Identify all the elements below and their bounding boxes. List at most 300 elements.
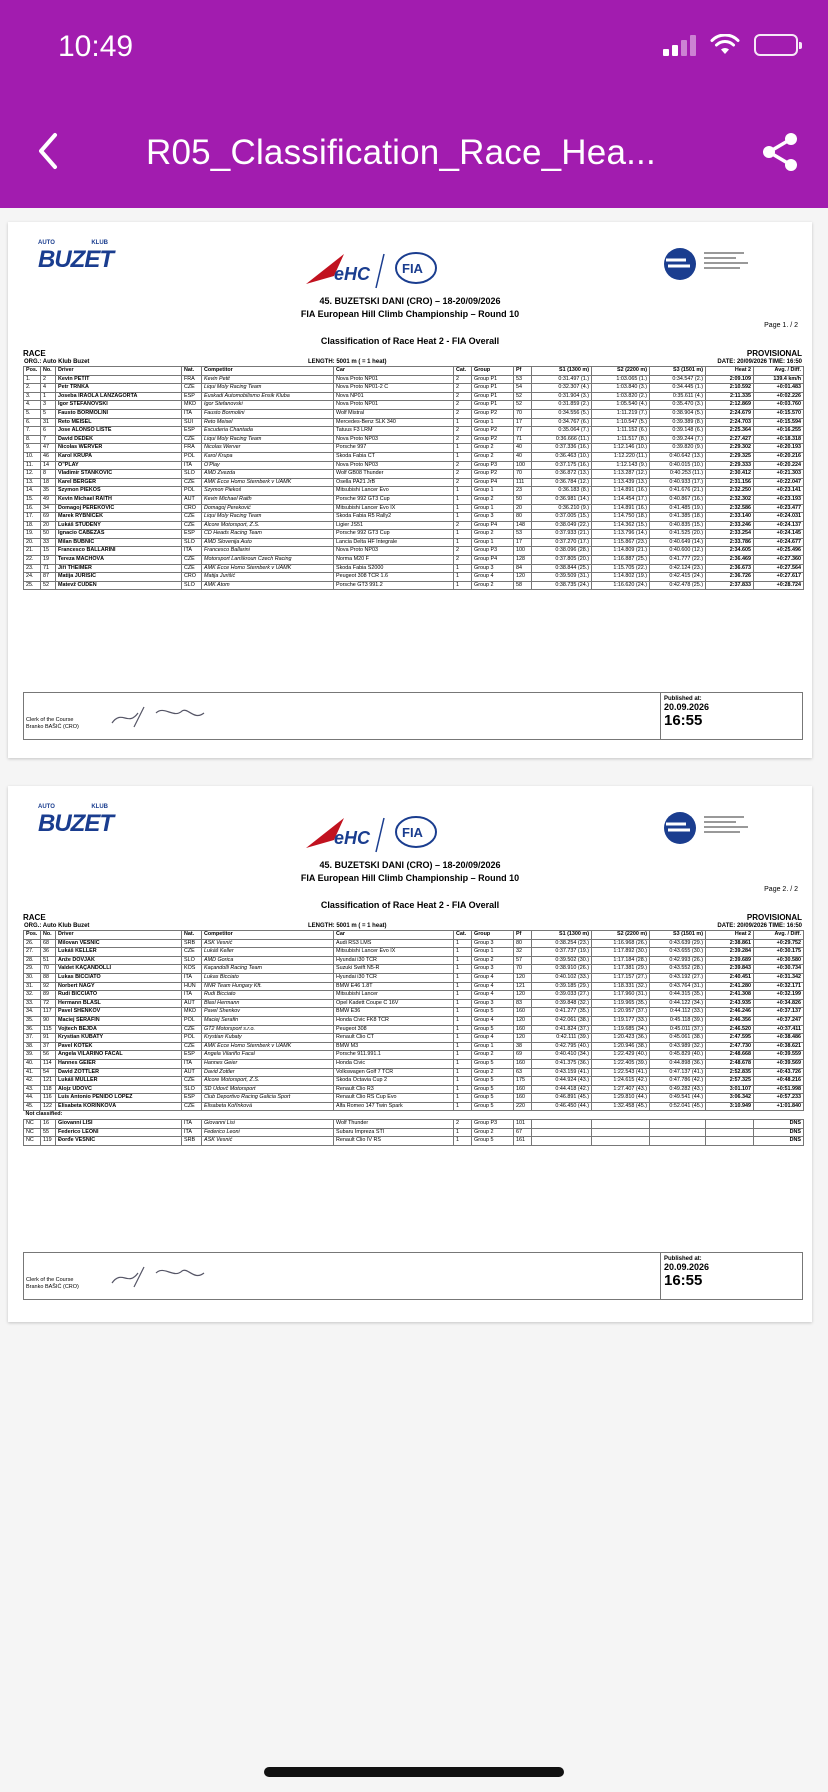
- column-header: Pos.: [24, 931, 41, 940]
- table-cell: 1:05.540 (4.): [592, 401, 650, 410]
- table-cell: 0:38.254 (23.): [532, 939, 592, 948]
- table-cell: 22.: [24, 556, 41, 565]
- column-header: Avg. / Diff.: [754, 931, 804, 940]
- table-cell: 38.: [24, 1042, 41, 1051]
- table-cell: 2:33.786: [706, 538, 754, 547]
- pdf-page-2: [8, 786, 812, 1322]
- table-cell: 0:35.611 (4.): [650, 392, 706, 401]
- table-cell: 1: [454, 1016, 472, 1025]
- table-cell: Mercedes-Benz SLK 340: [334, 418, 454, 427]
- table-cell: 2: [454, 478, 472, 487]
- table-cell: [706, 1120, 754, 1129]
- table-cell: Kevin Petit: [202, 375, 334, 384]
- table-cell: Domagoj PEREKOVIĆ: [56, 504, 182, 513]
- pdf-viewer[interactable]: [0, 208, 828, 1792]
- table-row: [24, 409, 804, 418]
- table-cell: +1:01.840: [754, 1102, 804, 1111]
- table-cell: 1: [454, 1025, 472, 1034]
- table-cell: BMW E46 1.8T: [334, 982, 454, 991]
- svg-text:eHC: eHC: [334, 264, 371, 284]
- table-cell: Group 3: [472, 513, 514, 522]
- table-cell: 1: [454, 1008, 472, 1017]
- table-cell: 0:40.410 (34.): [532, 1051, 592, 1060]
- svg-text:FIA: FIA: [402, 261, 423, 276]
- table-row: [24, 1137, 804, 1146]
- table-cell: Pavel Shenkov: [202, 1008, 334, 1017]
- table-cell: 54: [41, 1068, 56, 1077]
- table-cell: 69: [41, 513, 56, 522]
- table-cell: 40.: [24, 1059, 41, 1068]
- page-number: Page 2. / 2: [764, 886, 798, 893]
- table-cell: Francesco Ballarini: [202, 547, 334, 556]
- table-cell: 2:33.246: [706, 521, 754, 530]
- table-cell: 15.: [24, 495, 41, 504]
- table-cell: 2:25.364: [706, 427, 754, 436]
- table-cell: 2:36.469: [706, 556, 754, 565]
- provisional-label: PROVISIONAL: [746, 913, 802, 922]
- table-cell: 0:39.148 (6.): [650, 427, 706, 436]
- table-cell: ITA: [182, 1059, 202, 1068]
- table-cell: 0:40.835 (15.): [650, 521, 706, 530]
- table-cell: Group 2: [472, 1051, 514, 1060]
- table-cell: 32: [514, 948, 532, 957]
- table-row: [24, 556, 804, 565]
- championship-title: FIA European Hill Climb Championship – Round 10: [300, 309, 520, 319]
- not-classified-header: [24, 1111, 804, 1120]
- table-cell: 47: [41, 444, 56, 453]
- table-cell: Lukas Bicciato: [202, 973, 334, 982]
- table-cell: 1:22.543 (41.): [592, 1068, 650, 1077]
- table-cell: 2:34.605: [706, 547, 754, 556]
- table-cell: +0:24.031: [754, 513, 804, 522]
- table-cell: +0:27.617: [754, 573, 804, 582]
- clerk-label: Clerk of the Course: [26, 1277, 74, 1283]
- table-cell: +0:38.621: [754, 1042, 804, 1051]
- back-button[interactable]: [28, 126, 68, 176]
- table-cell: 0:43.192 (27.): [650, 973, 706, 982]
- table-cell: 4.: [24, 401, 41, 410]
- table-cell: SRB: [182, 939, 202, 948]
- table-cell: 0:45.118 (39.): [650, 1016, 706, 1025]
- table-cell: 0:36.666 (11.): [532, 435, 592, 444]
- table-cell: 0:45.011 (37.): [650, 1025, 706, 1034]
- table-cell: 7.: [24, 427, 41, 436]
- table-cell: Nova Proto NP03: [334, 547, 454, 556]
- table-cell: Mitsubishi Lancer Evo IX: [334, 948, 454, 957]
- table-cell: 1:15.867 (23.): [592, 538, 650, 547]
- table-cell: ESP: [182, 1094, 202, 1103]
- ehc-fia-logo: [304, 246, 454, 292]
- table-cell: Renault Clio CT: [334, 1034, 454, 1043]
- table-cell: 52: [514, 401, 532, 410]
- column-header: Pf: [514, 367, 532, 376]
- table-cell: 1:15.705 (22.): [592, 564, 650, 573]
- table-cell: 2:48.678: [706, 1059, 754, 1068]
- table-cell: Alcore Motorsport, Z.S.: [202, 1077, 334, 1086]
- table-cell: 0:43.639 (29.): [650, 939, 706, 948]
- table-row: [24, 461, 804, 470]
- table-cell: David DĚDEK: [56, 435, 182, 444]
- table-cell: Luis Antonio PENIDO LOPEZ: [56, 1094, 182, 1103]
- table-cell: Group 2: [472, 452, 514, 461]
- table-cell: 1:03.065 (1.): [592, 375, 650, 384]
- table-cell: 0:41.385 (18.): [650, 513, 706, 522]
- table-row: [24, 1120, 804, 1129]
- table-cell: 0:38.844 (25.): [532, 564, 592, 573]
- table-cell: Group 3: [472, 999, 514, 1008]
- table-cell: Group 4: [472, 973, 514, 982]
- table-cell: 0:42.061 (38.): [532, 1016, 592, 1025]
- table-cell: 0:38.910 (26.): [532, 965, 592, 974]
- table-cell: +0:15.570: [754, 409, 804, 418]
- table-cell: 0:44.898 (36.): [650, 1059, 706, 1068]
- table-cell: 0:36.784 (12.): [532, 478, 592, 487]
- table-cell: Liqui Moly Racing Team: [202, 384, 334, 393]
- table-cell: 3:10.949: [706, 1102, 754, 1111]
- table-cell: Wolf GB08 Thunder: [334, 470, 454, 479]
- table-row: [24, 418, 804, 427]
- column-header: S3 (1501 m): [650, 931, 706, 940]
- table-cell: 0:34.445 (1.): [650, 384, 706, 393]
- table-cell: 1: [454, 564, 472, 573]
- table-cell: 1: [454, 1077, 472, 1086]
- table-cell: 0:32.307 (4.): [532, 384, 592, 393]
- table-cell: CZE: [182, 564, 202, 573]
- table-cell: 2:57.325: [706, 1077, 754, 1086]
- table-row: [24, 547, 804, 556]
- table-cell: Fausto BORMOLINI: [56, 409, 182, 418]
- table-cell: 20: [514, 504, 532, 513]
- table-cell: 0:37.737 (19.): [532, 948, 592, 957]
- table-cell: 52: [41, 581, 56, 590]
- table-cell: +0:34.826: [754, 999, 804, 1008]
- table-cell: 0:37.336 (16.): [532, 444, 592, 453]
- table-cell: Hannes GEIER: [56, 1059, 182, 1068]
- table-cell: 1:17.960 (31.): [592, 991, 650, 1000]
- table-cell: 1: [454, 1034, 472, 1043]
- table-cell: 2:24.679: [706, 409, 754, 418]
- table-cell: Jose ALONSO LISTE: [56, 427, 182, 436]
- table-cell: AUT: [182, 495, 202, 504]
- table-cell: [650, 1128, 706, 1137]
- table-cell: Maciej SERAFIN: [56, 1016, 182, 1025]
- column-header: Group: [472, 367, 514, 376]
- app-header: [0, 0, 828, 208]
- table-cell: 31.: [24, 982, 41, 991]
- table-cell: ASK Vesnić: [202, 1137, 334, 1146]
- date-time: DATE: 20/09/2026 TIME: 16:50: [717, 923, 802, 929]
- table-cell: 0:31.497 (1.): [532, 375, 592, 384]
- table-cell: 2:29.302: [706, 444, 754, 453]
- table-cell: +0:27.360: [754, 556, 804, 565]
- table-cell: 1: [41, 392, 56, 401]
- table-cell: Group 2: [472, 495, 514, 504]
- table-cell: 37.: [24, 1034, 41, 1043]
- table-cell: 6.: [24, 418, 41, 427]
- table-cell: Group 4: [472, 991, 514, 1000]
- table-row: [24, 1042, 804, 1051]
- clerk-name: Branko BAŠIĆ (CRO): [26, 724, 79, 730]
- table-cell: [650, 1137, 706, 1146]
- table-cell: SLO: [182, 1085, 202, 1094]
- table-cell: 2:36.726: [706, 573, 754, 582]
- table-cell: 101: [514, 1120, 532, 1129]
- table-cell: 2:40.451: [706, 973, 754, 982]
- table-cell: Škoda Fabia S2000: [334, 564, 454, 573]
- table-cell: 67: [514, 1128, 532, 1137]
- table-cell: 1:14.750 (18.): [592, 513, 650, 522]
- table-row: [24, 504, 804, 513]
- table-cell: Group 4: [472, 573, 514, 582]
- table-row: [24, 470, 804, 479]
- table-cell: 0:41.676 (21.): [650, 487, 706, 496]
- table-cell: 27.: [24, 948, 41, 957]
- table-cell: Tereza MACHOVÁ: [56, 556, 182, 565]
- table-cell: 0:40.933 (17.): [650, 478, 706, 487]
- table-cell: Fausto Bormolini: [202, 409, 334, 418]
- table-cell: +0:37.411: [754, 1025, 804, 1034]
- table-cell: KOS: [182, 965, 202, 974]
- table-cell: 0:37.175 (16.): [532, 461, 592, 470]
- table-cell: Rudi Bicciato: [202, 991, 334, 1000]
- table-cell: Anže DOVJAK: [56, 956, 182, 965]
- table-cell: 2: [454, 427, 472, 436]
- table-cell: 0:49.541 (44.): [650, 1094, 706, 1103]
- column-header: Heat 2: [706, 367, 754, 376]
- table-cell: 5.: [24, 409, 41, 418]
- table-cell: Maciej Serafin: [202, 1016, 334, 1025]
- table-cell: 1: [454, 1094, 472, 1103]
- table-cell: Norma M20 F: [334, 556, 454, 565]
- column-header: Cat.: [454, 931, 472, 940]
- table-cell: ESP: [182, 530, 202, 539]
- table-cell: GT2 Motorsport s.r.o.: [202, 1025, 334, 1034]
- table-cell: Jiří THEIMER: [56, 564, 182, 573]
- table-cell: Group 3: [472, 939, 514, 948]
- table-cell: 72: [41, 999, 56, 1008]
- table-cell: Porsche 992 GT3 Cup: [334, 495, 454, 504]
- table-cell: 0:37.933 (21.): [532, 530, 592, 539]
- table-cell: 0:35.064 (7.): [532, 427, 592, 436]
- table-cell: 1:11.152 (6.): [592, 427, 650, 436]
- table-row: [24, 999, 804, 1008]
- table-cell: 0:36.463 (10.): [532, 452, 592, 461]
- table-cell: Francesco BALLARINI: [56, 547, 182, 556]
- table-cell: 2:37.833: [706, 581, 754, 590]
- table-cell: AMD Gorica: [202, 956, 334, 965]
- table-cell: 100: [514, 461, 532, 470]
- table-cell: 52: [514, 392, 532, 401]
- table-cell: Alfa Romeo 147 Twin Spark: [334, 1102, 454, 1111]
- table-cell: 0:39.033 (27.): [532, 991, 592, 1000]
- table-cell: +0:57.233: [754, 1094, 804, 1103]
- table-cell: 0:41.824 (37.): [532, 1025, 592, 1034]
- table-cell: 119: [41, 1137, 56, 1146]
- published-time: 16:55: [664, 712, 703, 729]
- table-cell: [706, 1128, 754, 1137]
- table-cell: 0:44.112 (33.): [650, 1008, 706, 1017]
- share-button[interactable]: [758, 130, 802, 174]
- table-cell: 2:46.356: [706, 1016, 754, 1025]
- auto-klub-buzet-logo: AUTO KLUB BUZET: [38, 240, 113, 273]
- table-cell: +0:24.677: [754, 538, 804, 547]
- table-cell: +0:16.255: [754, 427, 804, 436]
- column-header: Car: [334, 367, 454, 376]
- table-cell: 1: [454, 956, 472, 965]
- table-cell: 88: [41, 973, 56, 982]
- table-row: [24, 564, 804, 573]
- table-cell: 2: [454, 461, 472, 470]
- table-cell: 1:22.429 (40.): [592, 1051, 650, 1060]
- table-row: [24, 956, 804, 965]
- table-cell: Kevin Michael RAITH: [56, 495, 182, 504]
- table-cell: 121: [41, 1077, 56, 1086]
- table-cell: BMW E36: [334, 1008, 454, 1017]
- column-header: S2 (2200 m): [592, 367, 650, 376]
- column-header: Car: [334, 931, 454, 940]
- table-cell: 122: [41, 1102, 56, 1111]
- table-cell: 160: [514, 1094, 532, 1103]
- table-cell: 2: [454, 521, 472, 530]
- table-cell: O'Play: [202, 461, 334, 470]
- table-row: [24, 1068, 804, 1077]
- column-header: S2 (2200 m): [592, 931, 650, 940]
- table-cell: 1: [454, 939, 472, 948]
- table-cell: 0:39.820 (9.): [650, 444, 706, 453]
- table-cell: 2:10.592: [706, 384, 754, 393]
- table-cell: 1:17.157 (27.): [592, 973, 650, 982]
- table-cell: AUT: [182, 999, 202, 1008]
- table-cell: Blasl Hermann: [202, 999, 334, 1008]
- table-cell: Group P3: [472, 1120, 514, 1129]
- table-cell: 17.: [24, 513, 41, 522]
- table-cell: 120: [514, 1016, 532, 1025]
- table-cell: 1: [454, 530, 472, 539]
- table-cell: 160: [514, 1025, 532, 1034]
- date-time: DATE: 20/09/2026 TIME: 16:50: [717, 359, 802, 365]
- table-cell: SLO: [182, 470, 202, 479]
- table-cell: 2:32.302: [706, 495, 754, 504]
- results-table: [23, 366, 804, 590]
- table-cell: 1:17.381 (29.): [592, 965, 650, 974]
- table-cell: Group P3: [472, 461, 514, 470]
- table-header-row: [24, 367, 804, 376]
- table-cell: 2:29.325: [706, 452, 754, 461]
- table-cell: 35: [41, 487, 56, 496]
- table-row: [24, 1025, 804, 1034]
- table-cell: Porsche 911.991.1: [334, 1051, 454, 1060]
- table-cell: 7: [41, 435, 56, 444]
- table-cell: Norbert NAGY: [56, 982, 182, 991]
- table-cell: FRA: [182, 444, 202, 453]
- table-cell: Nova NP01: [334, 392, 454, 401]
- table-cell: AMD Slovenija Auto: [202, 538, 334, 547]
- table-cell: 71: [41, 564, 56, 573]
- table-cell: 0:42.124 (23.): [650, 564, 706, 573]
- table-row: [24, 965, 804, 974]
- table-cell: 2:48.668: [706, 1051, 754, 1060]
- table-cell: 1:17.184 (28.): [592, 956, 650, 965]
- column-header: Competitor: [202, 367, 334, 376]
- table-cell: Ignacio CABEZAS: [56, 530, 182, 539]
- table-cell: 1:19.685 (34.): [592, 1025, 650, 1034]
- table-cell: 2:46.520: [706, 1025, 754, 1034]
- table-cell: 42.: [24, 1077, 41, 1086]
- table-cell: ITA: [182, 461, 202, 470]
- table-cell: 2:30.412: [706, 470, 754, 479]
- table-cell: 0:42.993 (26.): [650, 956, 706, 965]
- table-cell: 2: [41, 375, 56, 384]
- column-header: Nat.: [182, 367, 202, 376]
- table-cell: 3: [41, 401, 56, 410]
- back-chevron-icon: [35, 131, 61, 171]
- table-cell: CD Heads Racing Team: [202, 530, 334, 539]
- table-cell: Group 5: [472, 1102, 514, 1111]
- table-cell: ITA: [182, 547, 202, 556]
- table-cell: 2:39.843: [706, 965, 754, 974]
- table-cell: 30.: [24, 973, 41, 982]
- table-cell: CZE: [182, 435, 202, 444]
- table-cell: Hyundai i30 TCR: [334, 956, 454, 965]
- table-cell: Group 2: [472, 1128, 514, 1137]
- clerk-name: Branko BAŠIĆ (CRO): [26, 1284, 79, 1290]
- table-cell: +0:23.477: [754, 504, 804, 513]
- table-cell: 0:44.315 (35.): [650, 991, 706, 1000]
- table-cell: Group 1: [472, 487, 514, 496]
- home-indicator: [264, 1767, 564, 1777]
- table-cell: 0:43.764 (31.): [650, 982, 706, 991]
- table-cell: Nova Proto NP01-2 C: [334, 384, 454, 393]
- table-cell: SLO: [182, 538, 202, 547]
- table-cell: 36.: [24, 1025, 41, 1034]
- table-cell: 0:37.005 (15.): [532, 513, 592, 522]
- table-row: [24, 538, 804, 547]
- table-row: [24, 1059, 804, 1068]
- table-cell: Karol KRUPA: [56, 452, 182, 461]
- table-cell: Group P4: [472, 521, 514, 530]
- table-cell: Group P2: [472, 427, 514, 436]
- table-cell: 0:34.767 (6.): [532, 418, 592, 427]
- table-cell: Igor Stefanovski: [202, 401, 334, 410]
- table-cell: 2: [454, 547, 472, 556]
- table-cell: Lukas BICCIATO: [56, 973, 182, 982]
- table-cell: 46: [41, 452, 56, 461]
- table-cell: Giovanni LISI: [56, 1120, 182, 1129]
- column-header: No.: [41, 367, 56, 376]
- table-cell: 1: [454, 1102, 472, 1111]
- table-cell: Matija Jurišić: [202, 573, 334, 582]
- table-cell: 0:46.450 (44.): [532, 1102, 592, 1111]
- table-cell: 1: [454, 1051, 472, 1060]
- table-cell: ASK Vesnić: [202, 939, 334, 948]
- table-row: [24, 1051, 804, 1060]
- table-cell: +0:29.752: [754, 939, 804, 948]
- table-cell: 38: [514, 1042, 532, 1051]
- table-cell: [650, 1120, 706, 1129]
- table-cell: 2:29.333: [706, 461, 754, 470]
- table-cell: 0:47.137 (41.): [650, 1068, 706, 1077]
- table-cell: Suzuki Swift N5-R: [334, 965, 454, 974]
- table-cell: Karol Krupa: [202, 452, 334, 461]
- table-cell: 0:52.041 (45.): [650, 1102, 706, 1111]
- table-cell: 53: [514, 375, 532, 384]
- table-cell: 92: [41, 982, 56, 991]
- table-cell: 17: [514, 538, 532, 547]
- event-title: 45. BUZETSKI DANI (CRO) – 18-20/09/2026: [319, 860, 501, 870]
- table-cell: 0:43.159 (41.): [532, 1068, 592, 1077]
- table-cell: 2:27.427: [706, 435, 754, 444]
- table-cell: 0:39.389 (8.): [650, 418, 706, 427]
